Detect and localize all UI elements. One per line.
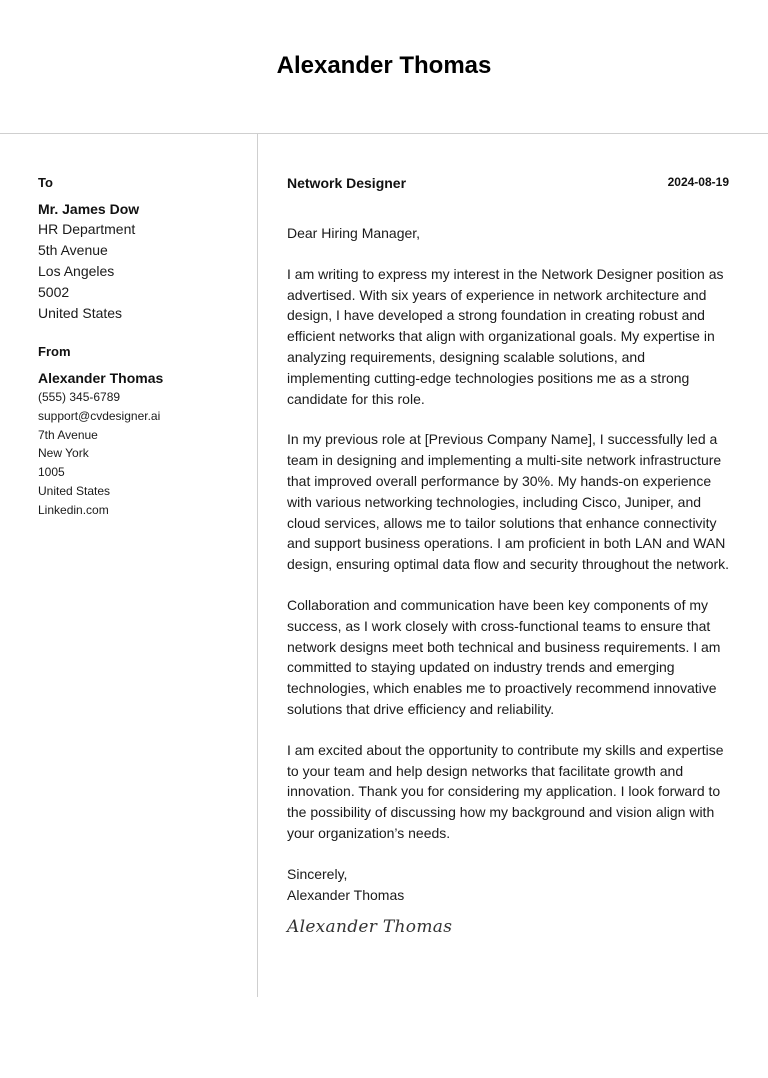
sender-email: support@cvdesigner.ai [38, 408, 161, 423]
paragraph-closing: I am excited about the opportunity to contribute my skills and expertise to your team and help design networks that facilitate growth and innovation. Thank you for considering my application. I look forward to the possibility of discussing how my background and vision align with your organization’s needs. [287, 741, 724, 841]
letter-topline [287, 175, 732, 195]
handwritten-signature: Alexander Thomas [287, 917, 453, 938]
applicant-name-title: Alexander Thomas [276, 52, 492, 79]
recipient-country: United States [38, 305, 123, 321]
job-title: Network Designer [287, 175, 407, 191]
letter-date: 2024-08-19 [667, 175, 729, 189]
sender-country: United States [38, 483, 111, 498]
recipient-department: HR Department [38, 221, 136, 237]
sender-block [38, 344, 243, 520]
letter-body [287, 175, 732, 937]
page-header [0, 0, 768, 134]
sender-label: From [38, 344, 71, 359]
sender-linkedin: Linkedin.com [38, 502, 109, 517]
paragraph-intro: I am writing to express my interest in the Network Designer position as advertised. With six years of experience in network architecture and design, I have developed a strong foundation in creating robust and efficient networks that align with organizational goals. My expertise in analyzing requirements, designing scalable solutions, and implementing cutting-edge technologies positions me as a strong candidate for this role. [287, 265, 724, 407]
sender-zip: 1005 [38, 465, 65, 480]
recipient-name: Mr. James Dow [38, 201, 140, 217]
address-column [38, 175, 243, 520]
sender-name: Alexander Thomas [38, 370, 164, 386]
sender-city: New York [38, 446, 89, 461]
closing-name: Alexander Thomas [287, 886, 405, 903]
recipient-street: 5th Avenue [38, 242, 108, 258]
closing-salutation: Sincerely, [287, 865, 348, 882]
sender-street: 7th Avenue [38, 427, 98, 442]
greeting: Dear Hiring Manager, [287, 225, 421, 241]
recipient-city: Los Angeles [38, 263, 115, 279]
recipient-label: To [38, 175, 53, 190]
column-divider [257, 134, 258, 997]
recipient-zip: 5002 [38, 284, 70, 300]
paragraph-experience: In my previous role at [Previous Company Name], I successfully led a team in designing and implementing a multi-site network infrastructure that improved overall performance by 30%. My hands-on experience with various networking technologies, including Cisco, Juniper, and cloud services, allows me to tailor solutions that enhance connectivity and support business operations. I am proficient in both LAN and WAN design, ensuring optimal data flow and security throughout the network. [287, 431, 730, 573]
paragraph-collaboration: Collaboration and communication have been key components of my success, as I work closely with cross-functional teams to ensure that network designs meet both technical and business requirements. I am committed to staying updated on industry trends and emerging technologies, which enables me to proactively recommend innovative solutions that drive efficiency and reliability. [287, 596, 721, 717]
sender-phone: (555) 345-6789 [38, 390, 121, 404]
recipient-block [38, 175, 243, 324]
